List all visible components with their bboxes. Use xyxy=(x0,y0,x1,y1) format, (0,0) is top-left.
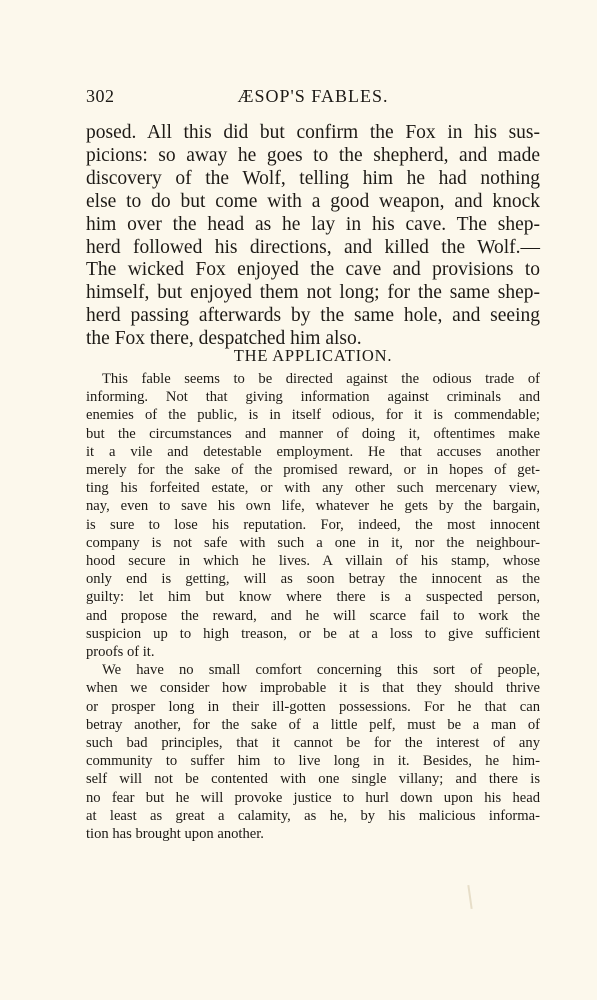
application-line: but the circumstances and manner of doing it, oftentimes make xyxy=(86,425,540,442)
fable-line: posed. All this did but confirm the Fox in his sus- xyxy=(86,122,540,143)
application-line: tion has brought upon another. xyxy=(86,826,264,843)
application-line: suspicion up to high treason, or be at a loss to give sufficient xyxy=(86,625,540,642)
application-line: and propose the reward, and he will scarce fail to work the xyxy=(86,607,540,624)
application-line: community to suffer him to live long in it. Besides, he him- xyxy=(86,753,540,770)
fable-line: himself, but enjoyed them not long; for the same shep- xyxy=(86,282,540,304)
fable-line: The wicked Fox enjoyed the cave and provisions to xyxy=(86,259,540,281)
application-line: at least as great a calamity, as he, by his malicious informa- xyxy=(86,807,540,824)
application-line: We have no small comfort concerning this sort of people, xyxy=(102,662,540,679)
application-line: hood secure in which he lives. A villain of his stamp, whose xyxy=(86,553,540,570)
application-heading: THE APPLICATION. xyxy=(233,346,393,365)
application-line: or prosper long in their ill-gotten possessions. For he that can xyxy=(86,698,540,715)
application-line: nay, even to save his own life, whatever he gets by the bargain, xyxy=(86,498,540,515)
application-line: proofs of it. xyxy=(86,644,155,661)
application-text xyxy=(86,370,540,843)
page-header xyxy=(86,86,540,108)
fable-line: picions: so away he goes to the shepherd, and made xyxy=(86,144,540,166)
fable-line: discovery of the Wolf, telling him he had nothing xyxy=(86,167,540,189)
application-line: when we consider how improbable it is that they should thrive xyxy=(86,680,540,697)
application-line: informing. Not that giving information against criminals and xyxy=(86,389,540,406)
page-number: 302 xyxy=(86,86,115,106)
application-line: merely for the sake of the promised reward, or in hopes of get- xyxy=(86,462,540,479)
application-line: enemies of the public, is in itself odious, for it is commendable; xyxy=(86,407,540,424)
fable-line: herd followed his directions, and killed the Wolf.— xyxy=(86,236,540,258)
application-line: no fear but he will provoke justice to hurl down upon his head xyxy=(86,789,540,806)
application-line: such bad principles, that it cannot be for the interest of any xyxy=(86,735,540,752)
fable-line: herd passing afterwards by the same hole, and seeing xyxy=(86,305,540,327)
paper-mark xyxy=(467,885,472,909)
fable-line: else to do but come with a good weapon, and knock xyxy=(86,190,540,212)
application-line: This fable seems to be directed against the odious trade of xyxy=(102,371,540,387)
running-title: ÆSOP'S FABLES. xyxy=(237,86,389,106)
fable-text xyxy=(86,122,540,351)
application-line: guilty: let him but know where there is a suspected person, xyxy=(86,589,540,606)
application-line: is sure to lose his reputation. For, indeed, the most innocent xyxy=(86,516,540,533)
application-line: only end is getting, will as soon betray the innocent as the xyxy=(86,571,540,588)
application-line: betray another, for the sake of a little pelf, must be a man of xyxy=(86,716,540,733)
application-line: it a vile and detestable employment. He that accuses another xyxy=(86,443,540,460)
fable-line: him over the head as he lay in his cave. The shep- xyxy=(86,213,540,235)
application-line: company is not safe with such a one in it, nor the neighbour- xyxy=(86,534,540,551)
fable-line: the Fox there, despatched him also. xyxy=(86,328,362,350)
application-line: ting his forfeited estate, or with any other such mercenary view, xyxy=(86,480,540,497)
application-line: self will not be contented with one single villany; and there is xyxy=(86,771,540,788)
